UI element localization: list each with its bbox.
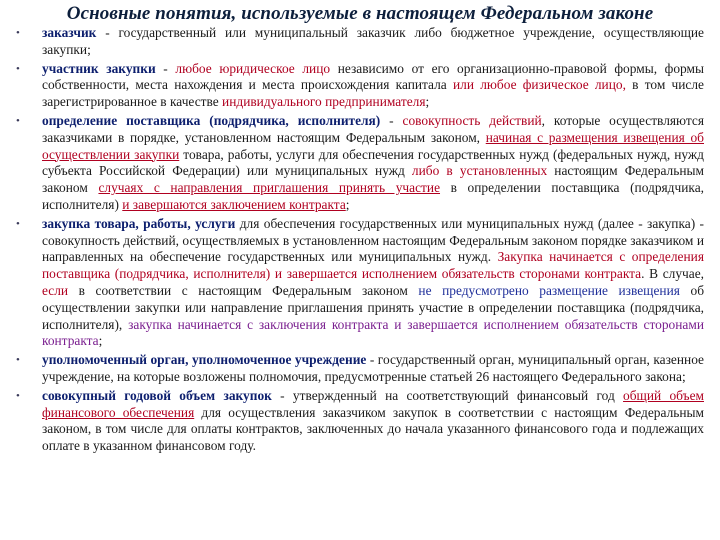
definition-item	[0, 61, 720, 111]
definitions-list	[0, 25, 720, 457]
definition-text: общий объем финансового обеспечения	[42, 387, 704, 420]
definition-term: совокупный годовой объем закупок	[42, 387, 272, 403]
definition-text: ;	[425, 94, 430, 110]
definition-item	[0, 352, 720, 386]
definition-text: случаях с направления приглашения принять участие	[98, 180, 441, 196]
definition-text: либо в установленных	[411, 163, 548, 179]
definition-text: , которые осуществляются заказчиками в порядке, установленном настоящим Федеральным законом,	[42, 112, 704, 145]
definition-text: -	[380, 112, 403, 128]
bullet-icon: •	[16, 389, 20, 402]
definition-text: или любое физическое лицо,	[452, 77, 626, 93]
definition-text: - утвержденный на соответствующий финансовый год	[271, 387, 624, 403]
definition-item	[0, 388, 720, 455]
definition-item	[0, 216, 720, 350]
definition-term: определение поставщика (подрядчика, исполнителя)	[42, 112, 381, 128]
definition-item	[0, 113, 720, 214]
definition-text: товара, работы, услуги для обеспечения государственных нужд (федеральных нужд, нужд субъекта Российской Федерации) или муниципальных нужд	[42, 146, 704, 179]
definition-term: закупка товара, работы, услуги	[42, 215, 236, 231]
definition-text: в определении поставщика (подрядчика, исполнителя)	[42, 180, 704, 212]
definition-term: участник закупки	[42, 60, 156, 76]
definition-text: об осуществлении закупки или направление приглашения принять участие в определении поставщика (подрядчика, исполнителя),	[42, 282, 705, 332]
definition-text: если	[42, 282, 69, 298]
definition-item	[0, 25, 720, 59]
definition-text: ;	[98, 333, 103, 349]
definition-text: - государственный или муниципальный заказчик либо бюджетное учреждение, осуществляющие закупки;	[42, 25, 704, 57]
definition-text: любое юридическое лицо	[175, 60, 331, 76]
page-title: Основные понятия, используемые в настоящем Федеральном законе	[66, 3, 654, 24]
definition-term: заказчик	[42, 25, 97, 40]
definition-text: ;	[345, 196, 350, 212]
definition-text: Закупка начинается с определения поставщика (подрядчика, исполнителя) и завершается исполнением обязательств сторонами контракта	[42, 249, 704, 282]
definition-text: независимо от его организационно-правовой формы, формы собственности, места нахождения и места происхождения капитала	[42, 60, 704, 93]
bullet-icon: •	[16, 62, 20, 75]
bullet-icon: •	[16, 354, 20, 367]
definition-text: в соответствии с настоящим Федеральным законом	[68, 282, 419, 298]
definition-text: . В случае,	[641, 266, 704, 282]
definition-text: - государственный орган, муниципальный орган, казенное учреждение, на которые возложены полномочия, предусмотренные статьей 26 настоящего Федерального закона;	[42, 352, 704, 384]
definition-text: для осуществления заказчиком закупок в соответствии с настоящим Федеральным законом, в том числе для оплаты контрактов, заключенных до начала указанного финансового года и подлежащих оплате в указанном финансовом году.	[42, 404, 704, 454]
definition-text: индивидуального предпринимателя	[222, 94, 426, 110]
definition-text: начиная с размещения извещения об осуществлении закупки	[42, 129, 704, 162]
bullet-icon: •	[16, 114, 20, 127]
bullet-icon: •	[16, 27, 20, 39]
definition-text: не предусмотрено размещение извещения	[418, 282, 680, 298]
definition-term: уполномоченный орган, уполномоченное учреждение	[42, 352, 367, 368]
definition-text: и завершаются заключением контракта	[122, 196, 346, 212]
definition-text: -	[155, 60, 176, 76]
definition-text: совокупность действий	[402, 112, 542, 128]
definition-text: настоящим Федеральным законом	[42, 163, 704, 196]
definition-text: закупка начинается с заключения контракта и завершается исполнением обязательств сторонами контракта	[42, 316, 704, 349]
bullet-icon: •	[16, 217, 20, 230]
definition-text: для обеспечения государственных или муниципальных нужд (далее - закупка) - совокупность действий, осуществляемых в установленном настоящим Федеральным законом порядке заказчиком и направленных на обеспечение государственных или муниципальных нужд.	[42, 215, 704, 265]
definition-text: в том числе зарегистрированное в качестве	[42, 77, 705, 110]
